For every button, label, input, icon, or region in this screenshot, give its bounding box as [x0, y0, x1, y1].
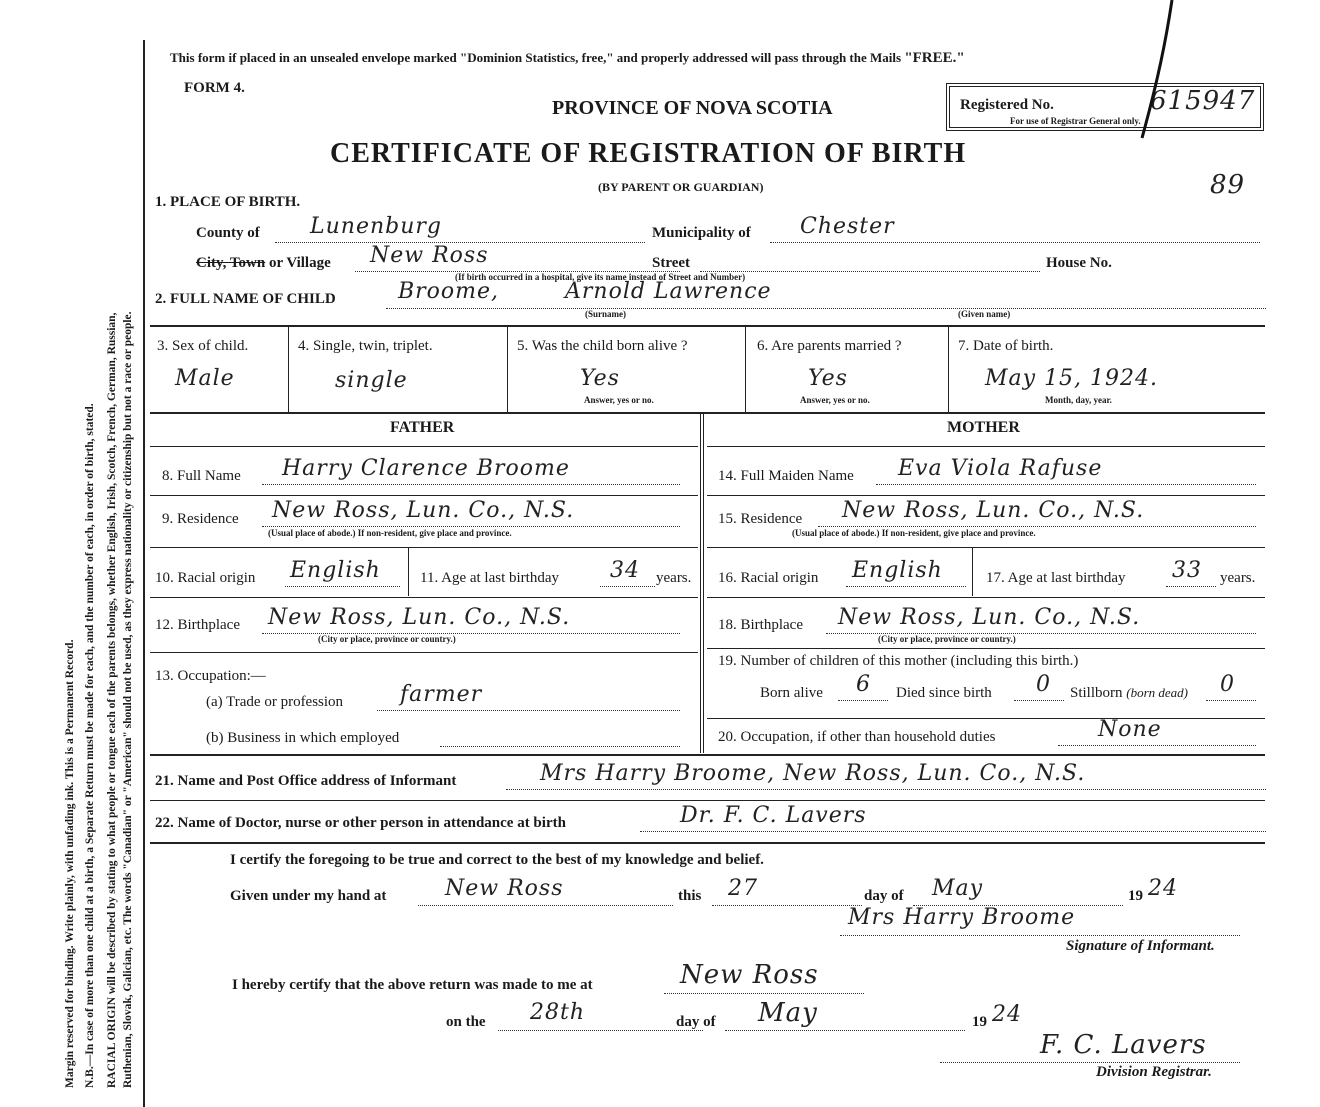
mother-occupation-value: None: [1098, 717, 1162, 742]
city-town-label: City, Town or Village: [196, 255, 331, 271]
father-birthplace-note: (City or place, province or country.): [318, 634, 456, 644]
registrar-signature: F. C. Lavers: [1040, 1030, 1207, 1060]
mother-occupation-label: 20. Occupation, if other than household duties: [718, 729, 996, 745]
died-since-birth-value: 0: [1036, 672, 1051, 697]
father-birthplace-value: New Ross, Lun. Co., N.S.: [268, 605, 571, 630]
born-alive-label: 5. Was the child born alive ?: [517, 338, 688, 354]
this-label: this: [678, 888, 702, 904]
father-birthplace-label: 12. Birthplace: [155, 617, 240, 633]
county-label: County of: [196, 225, 260, 241]
signature-of-informant-label: Signature of Informant.: [1066, 938, 1215, 954]
mother-residence-label: 15. Residence: [718, 511, 803, 527]
father-age-label: 11. Age at last birthday: [420, 570, 559, 586]
reg-day-of-label: day of: [676, 1014, 716, 1030]
hospital-note: (If birth occurred in a hospital, give its name instead of Street and Number): [455, 272, 746, 282]
father-name-value: Harry Clarence Broome: [282, 456, 570, 481]
certify-statement: I certify the foregoing to be true and correct to the best of my knowledge and belief.: [230, 852, 764, 868]
place-of-birth-heading: 1. PLACE OF BIRTH.: [155, 194, 301, 210]
mother-years-label: years.: [1220, 570, 1256, 586]
mother-birthplace-value: New Ross, Lun. Co., N.S.: [838, 605, 1141, 630]
child-name-label: 2. FULL NAME OF CHILD: [155, 291, 336, 307]
child-given-value: Arnold Lawrence: [565, 279, 772, 304]
plurality-label: 4. Single, twin, triplet.: [298, 338, 433, 354]
born-alive-count-value: 6: [856, 672, 871, 697]
born-alive-note: Answer, yes or no.: [584, 395, 654, 405]
mother-racial-value: English: [852, 558, 943, 583]
registrar-note: For use of Registrar General only.: [1010, 116, 1141, 126]
pen-stroke-icon: [1120, 0, 1180, 140]
father-mother-divider: [700, 413, 704, 753]
mother-age-value: 33: [1172, 558, 1202, 583]
mother-residence-value: New Ross, Lun. Co., N.S.: [842, 498, 1145, 523]
form-title: CERTIFICATE OF REGISTRATION OF BIRTH: [330, 138, 967, 169]
day-of-label: day of: [864, 888, 904, 904]
municipality-value: Chester: [800, 214, 895, 239]
margin-line-4: Ruthenian, Slovak, Galician, etc. The words "Canadian" or "American" should not be used, as they express nationality or citizenship but not a race or people.: [122, 311, 134, 1088]
informant-signature: Mrs Harry Broome: [848, 905, 1076, 930]
mother-name-label: 14. Full Maiden Name: [718, 468, 854, 484]
father-occupation-label: 13. Occupation:—: [155, 668, 266, 684]
margin-instructions: [2, 20, 137, 1100]
father-residence-value: New Ross, Lun. Co., N.S.: [272, 498, 575, 523]
registrar-year-value: 24: [992, 1002, 1022, 1027]
mother-heading: MOTHER: [947, 419, 1020, 436]
father-name-label: 8. Full Name: [162, 468, 241, 484]
rule-1: [150, 325, 1265, 327]
parents-married-label: 6. Are parents married ?: [757, 338, 902, 354]
division-registrar-label: Division Registrar.: [1096, 1064, 1212, 1080]
father-age-value: 34: [610, 558, 640, 583]
sex-label: 3. Sex of child.: [157, 338, 249, 354]
informant-value: Mrs Harry Broome, New Ross, Lun. Co., N.S.: [540, 761, 1086, 786]
form-subtitle: (BY PARENT OR GUARDIAN): [598, 180, 764, 194]
given-under-label: Given under my hand at: [230, 888, 387, 904]
plurality-value: single: [335, 368, 408, 393]
born-alive-count-label: Born alive: [760, 685, 823, 701]
doctor-label: 22. Name of Doctor, nurse or other person in attendance at birth: [155, 815, 566, 831]
died-since-birth-label: Died since birth: [896, 685, 992, 701]
reg-year-prefix: 19: [972, 1014, 987, 1030]
registered-number: 615947: [1150, 86, 1256, 116]
given-place-value: New Ross: [445, 876, 564, 901]
sex-value: Male: [175, 366, 235, 391]
father-heading: FATHER: [390, 419, 455, 436]
house-no-label: House No.: [1046, 255, 1112, 271]
born-alive-value: Yes: [580, 366, 620, 391]
rule-3: [150, 754, 1265, 756]
date-of-birth-value: May 15, 1924.: [985, 366, 1159, 391]
form-number: FORM 4.: [184, 80, 245, 96]
mail-notice: This form if placed in an unsealed envelope marked "Dominion Statistics, free," and properly addressed will pass through the Mails "FREE.": [170, 50, 965, 66]
father-trade-value: farmer: [400, 682, 483, 707]
given-day-value: 27: [728, 876, 758, 901]
on-the-label: on the: [446, 1014, 486, 1030]
surname-note: (Surname): [585, 309, 626, 319]
mother-name-value: Eva Viola Rafuse: [898, 456, 1103, 481]
registrar-day-value: 28th: [530, 1000, 586, 1025]
rule-2: [150, 412, 1265, 414]
mother-racial-label: 16. Racial origin: [718, 570, 819, 586]
mother-age-label: 17. Age at last birthday: [986, 570, 1126, 586]
registered-label: Registered No.: [960, 97, 1054, 113]
father-residence-label: 9. Residence: [162, 511, 239, 527]
corner-mark: 89: [1210, 170, 1246, 200]
margin-line-3: RACIAL ORIGIN will be described by stating to what people or tongue each of the parents belongs, whether English, Irish, Scotch, French, German, Russian,: [106, 312, 118, 1088]
registrar-place-value: New Ross: [680, 960, 819, 990]
mother-residence-note: (Usual place of abode.) If non-resident, give place and province.: [792, 528, 1036, 538]
informant-label: 21. Name and Post Office address of Informant: [155, 773, 457, 789]
given-year-value: 24: [1148, 876, 1178, 901]
year-prefix: 19: [1128, 888, 1143, 904]
margin-line-2: N.B.—In case of more than one child at a birth, a Separate Return must be made for each, and the number of each, in order of birth, stated.: [84, 403, 96, 1088]
father-residence-note: (Usual place of abode.) If non-resident, give place and province.: [268, 528, 512, 538]
mother-children-label: 19. Number of children of this mother (including this birth.): [718, 653, 1079, 669]
father-racial-value: English: [290, 558, 381, 583]
mother-birthplace-label: 18. Birthplace: [718, 617, 803, 633]
parents-married-note: Answer, yes or no.: [800, 395, 870, 405]
date-of-birth-label: 7. Date of birth.: [958, 338, 1054, 354]
county-value: Lunenburg: [310, 214, 442, 239]
parents-married-value: Yes: [808, 366, 848, 391]
father-business-label: (b) Business in which employed: [206, 730, 400, 746]
street-label: Street: [652, 255, 691, 271]
given-name-note: (Given name): [958, 309, 1011, 319]
child-surname-value: Broome,: [398, 279, 500, 304]
stillborn-label: Stillborn (born dead): [1070, 685, 1189, 701]
registrar-month-value: May: [758, 998, 818, 1028]
father-trade-label: (a) Trade or profession: [206, 694, 344, 710]
mother-birthplace-note: (City or place, province or country.): [878, 634, 1016, 644]
father-racial-label: 10. Racial origin: [155, 570, 256, 586]
village-value: New Ross: [370, 243, 489, 268]
margin-line-1: Margin reserved for binding. Write plainly, with unfading ink. This is a Permanent Record.: [64, 639, 76, 1088]
municipality-label: Municipality of: [652, 225, 751, 241]
father-years-label: years.: [656, 570, 692, 586]
form-left-border: [143, 40, 145, 1107]
doctor-value: Dr. F. C. Lavers: [680, 803, 867, 828]
date-note: Month, day, year.: [1045, 395, 1112, 405]
registrar-statement: I hereby certify that the above return was made to me at: [232, 977, 593, 993]
stillborn-value: 0: [1220, 672, 1235, 697]
given-month-value: May: [932, 876, 984, 901]
province-heading: PROVINCE OF NOVA SCOTIA: [552, 97, 833, 119]
